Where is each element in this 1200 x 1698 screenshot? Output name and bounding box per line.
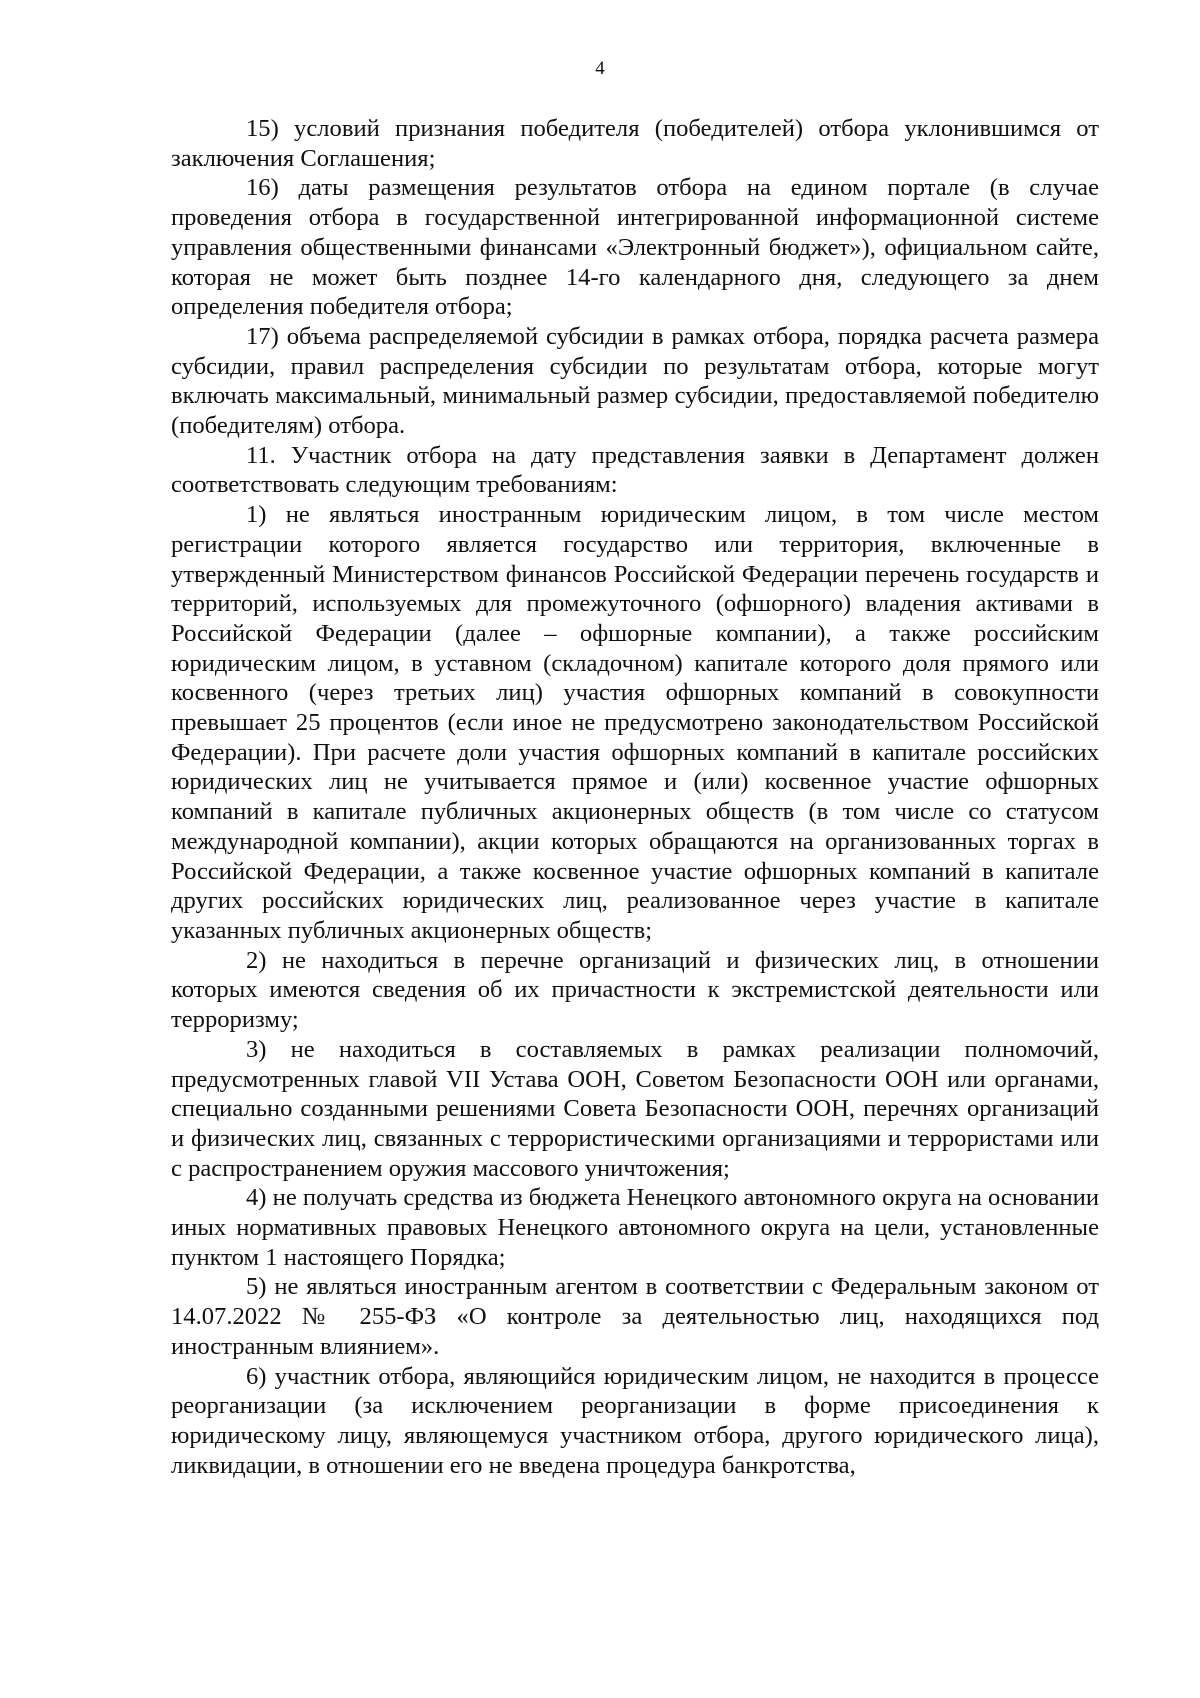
- paragraph-item-17: 17) объема распределяемой субсидии в рамках отбора, порядка расчета размера субсидии, правил распределения субсидии по результатам отбора, которые могут включать максимальный, минимальный размер субсидии, предоставляемой победителю (победителям) отбора.: [171, 322, 1099, 440]
- page-number: 4: [595, 58, 605, 79]
- paragraph-requirement-6: 6) участник отбора, являющийся юридическим лицом, не находится в процессе реорганизации (за исключением реорганизации в форме присоединения к юридическому лицу, являющемуся участником отбора, другого юридического лица), ликвидации, в отношении его не введена процедура банкротства,: [171, 1362, 1099, 1479]
- paragraph-requirement-3: 3) не находиться в составляемых в рамках реализации полномочий, предусмотренных главой VII Устава ООН, Советом Безопасности ООН или органами, специально созданными решениями Совета Безопасности ООН, перечнях организаций и физических лиц, связанных с террористическими организациями и террористами или с распространением оружия массового уничтожения;: [171, 1035, 1099, 1182]
- paragraph-requirement-4: 4) не получать средства из бюджета Ненецкого автономного округа на основании иных нормативных правовых Ненецкого автономного округа на цели, установленные пунктом 1 настоящего Порядка;: [171, 1184, 1099, 1271]
- paragraph-clause-11: 11. Участник отбора на дату представления заявки в Департамент должен соответствовать следующим требованиям:: [171, 441, 1099, 499]
- paragraph-item-16: 16) даты размещения результатов отбора на едином портале (в случае проведения отбора в государственной интегрированной информационной системе управления общественными финансами «Электронный бюджет»), официальном сайте, которая не может быть позднее 14-го календарного дня, следующего за днем определения победителя отбора;: [171, 174, 1099, 321]
- paragraph-requirement-2: 2) не находиться в перечне организаций и физических лиц, в отношении которых имеются сведения об их причастности к экстремистской деятельности или терроризму;: [171, 946, 1099, 1034]
- document-body: [171, 114, 1099, 1480]
- paragraph-requirement-1: 1) не являться иностранным юридическим лицом, в том числе местом регистрации которого является государство или территория, включенные в утвержденный Министерством финансов Российской Федерации перечень государств и территорий, используемых для промежуточного (офшорного) владения активами в Российской Федерации (далее – офшорные компании), а также российским юридическим лицом, в уставном (складочном) капитале которого доля прямого или косвенного (через третьих лиц) участия офшорных компаний в совокупности превышает 25 процентов (если иное не предусмотрено законодательством Российской Федерации). При расчете доли участия офшорных компаний в капитале российских юридических лиц не учитывается прямое и (или) косвенное участие офшорных компаний в капитале публичных акционерных обществ (в том числе со статусом международной компании), акции которых обращаются на организованных торгах в Российской Федерации, а также косвенное участие офшорных компаний в капитале других российских юридических лиц, реализованное через участие в капитале указанных публичных акционерных обществ;: [171, 501, 1099, 944]
- paragraph-item-15: 15) условий признания победителя (победителей) отбора уклонившимся от заключения Соглашения;: [171, 115, 1099, 172]
- paragraph-requirement-5: 5) не являться иностранным агентом в соответствии с Федеральным законом от 14.07.2022 № 255-ФЗ «О контроле за деятельностью лиц, находящихся под иностранным влиянием».: [171, 1273, 1099, 1360]
